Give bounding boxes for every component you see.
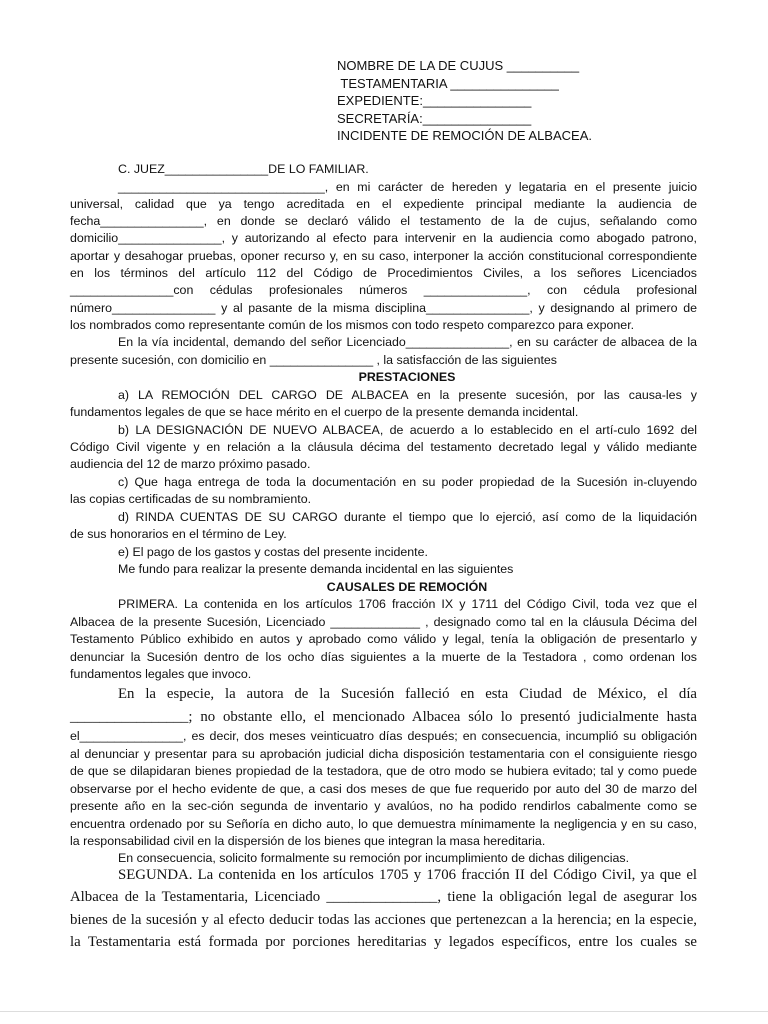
text-line: Código Civil vigente y en relación a la cláusula décima del testamento decretado legal y válido mediante [70,440,697,454]
text-line: denunciar la Sucesión dentro de los ocho días siguientes a la muerte de la Testadora , como ordenan los [70,650,697,664]
text-line: a) LA REMOCIÓN DEL CARGO DE ALBACEA en la presente sucesión, por las causa-les y [118,388,697,402]
text-line: fundamentos legales de que se hace mérito en el cuerpo de la presente demanda incidental. [70,405,579,419]
text-line: al denunciar y presentar para su aprobación judicial dicha disposición testamentaria con el consiguiente riesgo [70,747,697,761]
text-line: c) Que haga entrega de toda la documentación en su poder propiedad de la Sucesión in-cluyendo [118,475,697,489]
text-line: las copias certificadas de su nombramiento. [70,492,312,506]
text-line: En la especie, la autora de la Sucesión falleció en esta Ciudad de México, el día [118,686,697,702]
header-line: INCIDENTE DE REMOCIÓN DE ALBACEA. [337,128,592,144]
text-line: encuentra ordenado por su Señoría en dicho auto, lo que demuestra mínimamente la negligencia y en su caso, [70,817,697,831]
text-line: En la vía incidental, demando del señor Licenciado_______________, en su carácter de albacea de la [118,335,697,349]
text-line: ________________; no obstante ello, el mencionado Albacea sólo lo presentó judicialmente hasta [70,709,697,725]
text-line: fundamentos legales que invoco. [70,667,252,681]
text-line: Albacea de la Testamentaria, Licenciado _______________, tiene la obligación legal de asegurar los [70,889,697,905]
header-line: NOMBRE DE LA DE CUJUS __________ [337,58,580,73]
text-line: presente sucesión, con domicilio en _______________ , la satisfacción de las siguientes [70,353,557,367]
text-line: _______________con cédulas profesionales números _______________, con cédula profesional [70,283,697,297]
text-line: el_______________, es decir, dos meses veinticuatro días después; en consecuencia, incumplió su obligación [70,729,697,743]
text-line: audiencia del 12 de marzo próximo pasado. [70,457,311,471]
case-header [337,57,592,145]
text-line: Me fundo para realizar la presente demanda incidental en las siguientes [118,562,514,576]
text-line: la Testamentaria está formada por porciones hereditarias y legados específicos, entre los cuales se [70,934,697,950]
text-line: Albacea de la presente Sucesión, Licenciado _____________ , designado como tal en la cláusula Décima del [70,615,697,629]
text-line: b) LA DESIGNACIÓN DE NUEVO ALBACEA, de acuerdo a lo establecido en el artí-culo 1692 del [118,423,697,437]
header-line: TESTAMENTARIA _______________ [337,75,559,91]
text-line: de que se dilapidaran bienes propiedad de la testadora, que de otro modo se hubiera evitado; tal y como puede [70,764,697,778]
text-line: En consecuencia, solicito formalmente su remoción por incumplimiento de dichas diligencias. [118,851,630,865]
text-line: observarse por el hecho evidente de que, a casi dos meses de que fue requerido por auto del 30 de marzo del [70,782,697,796]
text-line: la responsabilidad civil en la dispersión de los bienes que integran la masa hereditaria. [70,834,546,848]
text-line: aportar y desahogar pruebas, oponer recurso y, en su caso, interponer la acción constitucional correspondiente [70,249,697,263]
text-line: presente año en la sec-ción segunda de inventario y avalúos, no ha podido rendirlos cabalmente como se [70,799,697,813]
text-line: Testamento Público exhibido en autos y aprobado como válido y legal, tenía la obligación de presentarlo y [70,632,697,646]
text-line: d) RINDA CUENTAS DE SU CARGO durante el tiempo que lo ejerció, así como de la liquidación [118,510,697,524]
text-line: de sus honorarios en el término de Ley. [70,527,287,541]
text-line: bienes de la sucesión y al efecto deducir todas las acciones que pertenezcan a la herencia; en la especie, [70,912,697,928]
text-line: C. JUEZ_______________DE LO FAMILIAR. [118,162,369,176]
text-line: SEGUNDA. La contenida en los artículos 1705 y 1706 fracción II del Código Civil, ya que el [118,867,697,883]
text-line: los nombrados como representante común de los mismos con todo respeto comparezco para exponer. [70,318,635,332]
text-line: ______________________________, en mi carácter de hereden y legataria en el presente juicio [118,180,697,194]
text-line: en los términos del artículo 112 del Código de Procedimientos Civiles, a los señores Licenciados [70,266,697,280]
text-line: PRIMERA. La contenida en los artículos 1706 fracción IX y 1711 del Código Civil, toda vez que el [118,597,697,611]
text-line: universal, calidad que ya tengo acreditada en el expediente principal mediante la audiencia de [70,197,697,211]
text-line: e) El pago de los gastos y costas del presente incidente. [118,545,428,559]
text-line: fecha_______________, en donde se declaró válido el testamento de la de cujus, señalando como [70,214,697,228]
text-line: número_______________ y al pasante de la misma disciplina_______________, y designando al primero de [70,301,697,315]
section-heading: PRESTACIONES [358,370,456,384]
header-line: EXPEDIENTE:_______________ [337,93,532,109]
page-separator [0,1011,768,1012]
section-heading: CAUSALES DE REMOCIÓN [326,580,488,594]
header-line: SECRETARÍA:_______________ [337,110,532,126]
text-line: domicilio_______________, y autorizando al efecto para intervenir en la audiencia como abogado patrono, [70,231,697,245]
